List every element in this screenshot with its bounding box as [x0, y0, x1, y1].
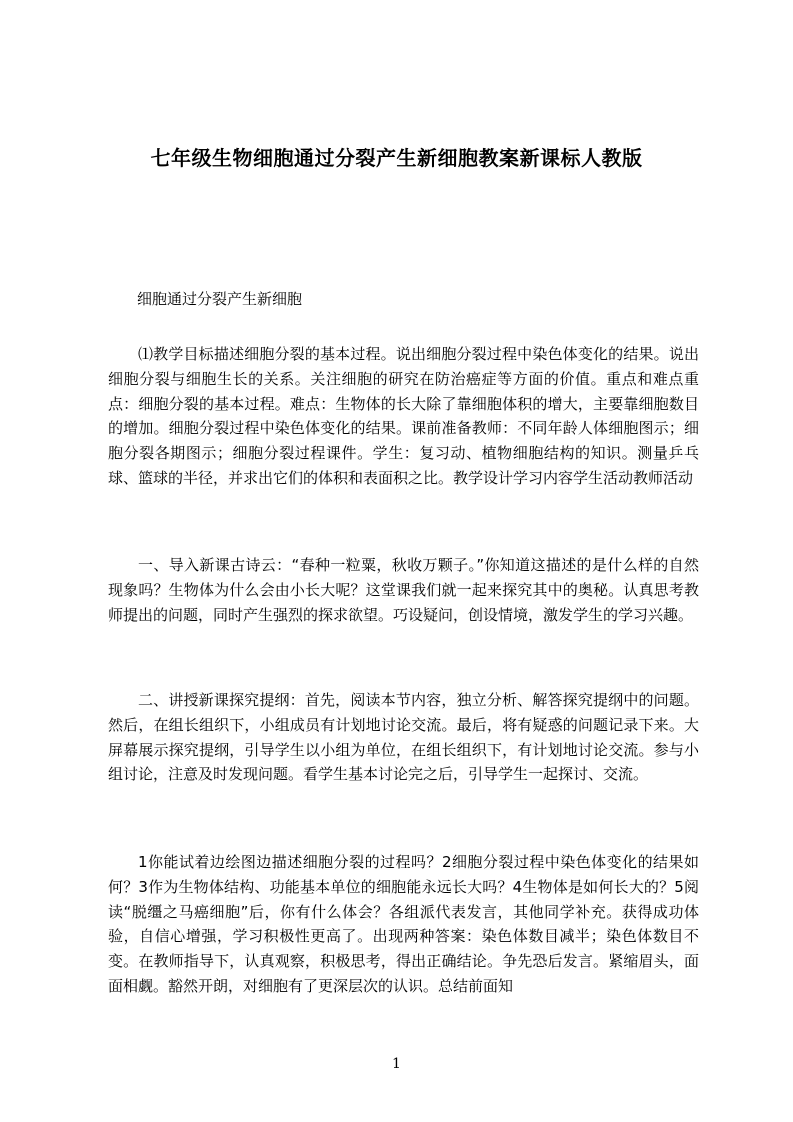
paragraph-questions: 1你能试着边绘图边描述细胞分裂的过程吗？2细胞分裂过程中染色体变化的结果如何？3作为生物体结构、功能基本单位的细胞能永远长大吗？4生物体是如何长大的？5阅读“脱缰之马癌细胞”后，你有什么体会？各组派代表发言，其他同学补充。获得成功体验，自信心增强，学习积极性更高了。出现两种答案：染色体数目减半；染色体数目不变。在教师指导下，认真观察，积极思考，得出正确结论。争先恐后发言。紧缩眉头，面面相觑。豁然开朗，对细胞有了更深层次的认识。总结前面知 [108, 853, 699, 995]
paragraph-introduction: 一、导入新课古诗云：“春种一粒粟，秋收万颗子。”你知道这描述的是什么样的自然现象吗？生物体为什么会由小长大呢？这堂课我们就一起来探究其中的奥秘。认真思考教师提出的问题，同时产生强烈的探求欲望。巧设疑问，创设情境，激发学生的学习兴趣。 [108, 556, 699, 624]
document-title: 七年级生物细胞通过分裂产生新细胞教案新课标人教版 [150, 146, 643, 170]
paragraph-new-lesson: 二、讲授新课探究提纲：首先，阅读本节内容，独立分析、解答探究提纲中的问题。然后，在组长组织下，小组成员有计划地讨论交流。最后，将有疑惑的问题记录下来。大屏幕展示探究提纲，引导学生以小组为单位，在组长组织下，有计划地讨论交流。参与小组讨论，注意及时发现问题。看学生基本讨论完之后，引导学生一起探讨、交流。 [108, 691, 699, 784]
section-subtitle: 细胞通过分裂产生新细胞 [137, 290, 303, 308]
paragraph-teaching-objectives: ⑴教学目标描述细胞分裂的基本过程。说出细胞分裂过程中染色体变化的结果。说出细胞分裂与细胞生长的关系。关注细胞的研究在防治癌症等方面的价值。重点和难点重点：细胞分裂的基本过程。难点：生物体的长大除了靠细胞体积的增大，主要靠细胞数目的增加。细胞分裂过程中染色体变化的结果。课前准备教师：不同年龄人体细胞图示；细胞分裂各期图示；细胞分裂过程课件。学生：复习动、植物细胞结构的知识。测量乒乓球、篮球的半径，并求出它们的体积和表面积之比。教学设计学习内容学生活动教师活动 [108, 345, 699, 487]
page-number: 1 [392, 1056, 401, 1072]
